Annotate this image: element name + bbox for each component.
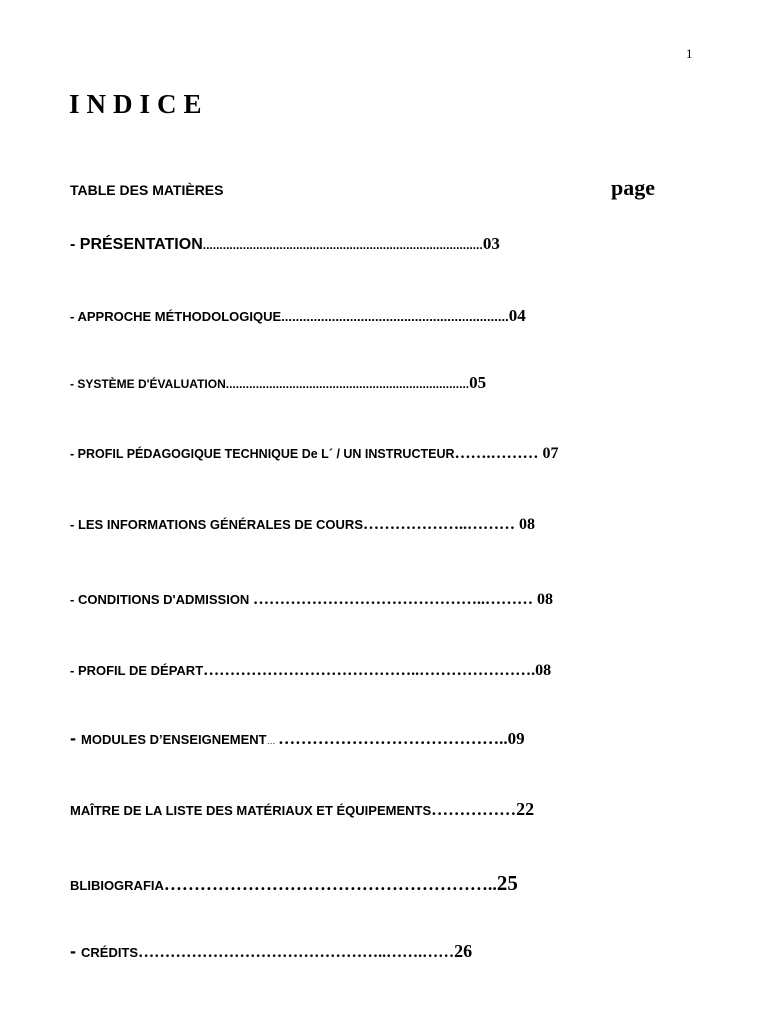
toc-entry-conditions-admission[interactable] — [70, 592, 553, 608]
toc-entry-page: 08 — [536, 591, 553, 608]
toc-entry-modules-enseignement[interactable] — [70, 729, 525, 748]
toc-entry-page: 08 — [535, 662, 552, 679]
toc-entry-page: 22 — [516, 799, 535, 819]
toc-entry-leader: ………………..……… — [363, 516, 519, 533]
toc-entry-leader: ……………………………………………….. — [163, 874, 497, 894]
page-number: 1 — [686, 46, 693, 61]
toc-entry-suffix: … — [266, 736, 279, 746]
toc-entry-leader: ………………………………….. — [278, 729, 508, 748]
toc-entry-presentation[interactable] — [70, 235, 500, 253]
page-column-heading: page — [611, 175, 655, 200]
toc-entry-profil-pedagogique[interactable] — [70, 446, 559, 462]
toc-entry-informations-generales[interactable] — [70, 517, 535, 533]
toc-entry-label: - SYSTÈME D'ÉVALUATION — [70, 377, 226, 391]
toc-entry-label: CRÉDITS — [81, 945, 139, 960]
toc-heading: TABLE DES MATIÈRES — [70, 182, 224, 198]
toc-entry-label: - LES INFORMATIONS GÉNÉRALES DE COURS — [70, 517, 363, 532]
toc-entry-label: - PRÉSENTATION — [70, 236, 203, 253]
toc-entry-label: - CONDITIONS D'ADMISSION — [70, 592, 253, 607]
toc-entry-page: 03 — [482, 234, 500, 253]
toc-entry-label: - PROFIL PÉDAGOGIQUE TECHNIQUE De L´ / UN INSTRUCTEUR — [70, 447, 455, 461]
toc-entry-label: - PROFIL DE DÉPART — [70, 663, 204, 678]
toc-entry-page: 08 — [519, 516, 535, 533]
toc-entry-leader: …….……… — [454, 445, 543, 462]
toc-entry-leader: ......................................................................... — [225, 377, 470, 391]
toc-entry-page: 04 — [508, 306, 526, 325]
toc-entry-leader: .................................................................................... — [202, 238, 483, 252]
toc-entry-leader: ……………………………………..……… — [252, 591, 537, 608]
document-title: INDICE — [69, 89, 209, 119]
toc-entry-page: 05 — [469, 373, 487, 392]
toc-entry-dash: - — [70, 728, 81, 748]
toc-entry-page: 25 — [496, 871, 518, 895]
toc-entry-profil-depart[interactable] — [70, 663, 551, 679]
toc-entry-label: MAÎTRE DE LA LISTE DES MATÉRIAUX ET ÉQUIPEMENTS — [70, 803, 432, 818]
toc-entry-label: BLIBIOGRAFIA — [70, 878, 164, 893]
toc-entry-evaluation[interactable] — [70, 374, 486, 392]
toc-entry-leader: …………… — [431, 800, 517, 819]
toc-entry-liste-materiaux[interactable] — [70, 800, 534, 819]
toc-entry-leader: …………………………………..…………………. — [203, 662, 536, 679]
toc-entry-dash: - — [70, 941, 81, 961]
toc-entry-page: 07 — [542, 445, 559, 462]
toc-entry-bibliografia[interactable] — [70, 873, 518, 894]
toc-entry-page: 26 — [454, 941, 473, 961]
toc-entry-leader: ............................................................... — [281, 309, 509, 324]
toc-entry-leader: ………………………………………..…….…… — [138, 944, 455, 961]
toc-entry-label: MODULES D’ENSEIGNEMENT — [81, 732, 267, 747]
toc-entry-approche[interactable] — [70, 307, 526, 325]
toc-entry-label: - APPROCHE MÉTHODOLOGIQUE — [70, 309, 282, 324]
toc-entry-credits[interactable] — [70, 942, 472, 961]
toc-entry-page: 09 — [507, 729, 525, 748]
